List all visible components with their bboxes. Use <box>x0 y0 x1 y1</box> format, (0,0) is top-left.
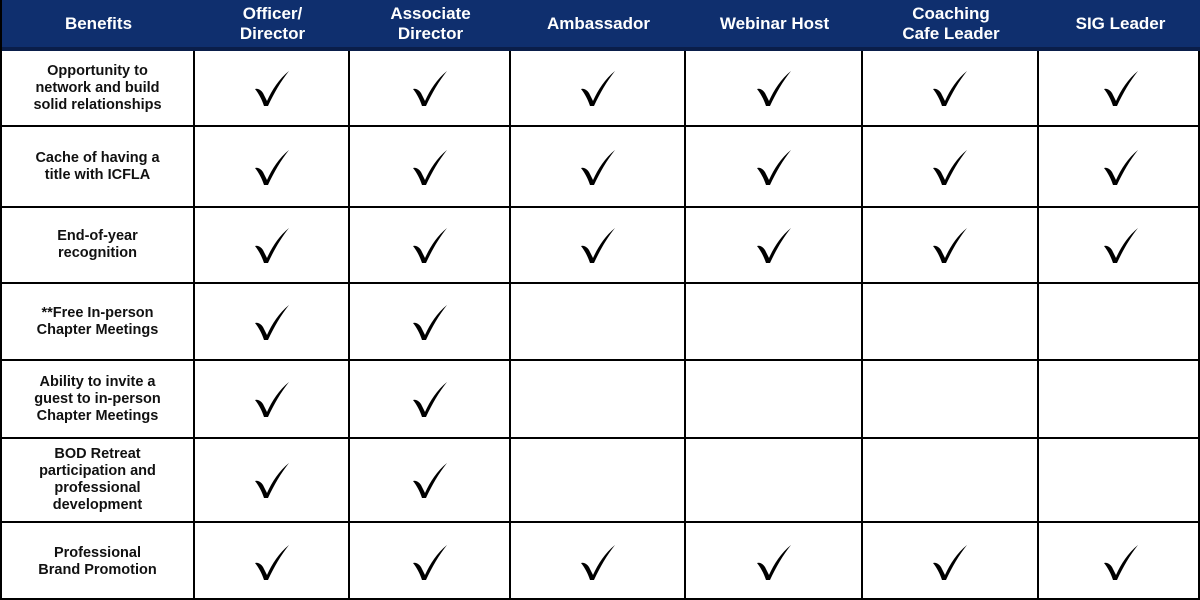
benefit-label: BOD Retreat participation and professional development <box>39 446 156 513</box>
role-cell <box>195 208 350 284</box>
checkmark-icon <box>930 542 970 582</box>
checkmark-icon <box>578 225 618 265</box>
checkmark-icon <box>410 302 450 342</box>
benefit-label: Ability to invite a guest to in-person Chapter Meetings <box>34 373 161 424</box>
role-cell <box>863 208 1039 284</box>
role-cell <box>686 439 863 523</box>
benefit-cell <box>2 208 195 284</box>
checkmark-icon <box>1101 542 1141 582</box>
role-cell <box>686 208 863 284</box>
role-cell <box>1039 127 1200 208</box>
checkmark-icon <box>754 225 794 265</box>
role-cell <box>511 284 686 361</box>
checkmark-icon <box>578 68 618 108</box>
role-cell <box>350 127 511 208</box>
checkmark-icon <box>252 302 292 342</box>
role-cell <box>195 127 350 208</box>
checkmark-icon <box>410 68 450 108</box>
benefit-label: **Free In-person Chapter Meetings <box>36 304 159 338</box>
checkmark-icon <box>410 379 450 419</box>
role-cell <box>686 51 863 127</box>
role-cell <box>511 127 686 208</box>
checkmark-icon <box>252 379 292 419</box>
role-cell <box>511 361 686 439</box>
checkmark-icon <box>754 68 794 108</box>
role-cell <box>686 361 863 439</box>
role-cell <box>863 51 1039 127</box>
checkmark-icon <box>1101 147 1141 187</box>
benefit-cell <box>2 51 195 127</box>
checkmark-icon <box>1101 68 1141 108</box>
header-role-1: Officer/ Director <box>195 0 350 51</box>
checkmark-icon <box>930 225 970 265</box>
header-role-4: Webinar Host <box>686 0 863 51</box>
role-cell <box>511 523 686 600</box>
role-cell <box>863 439 1039 523</box>
role-cell <box>511 208 686 284</box>
role-cell <box>863 361 1039 439</box>
checkmark-icon <box>930 147 970 187</box>
role-cell <box>350 439 511 523</box>
role-cell <box>1039 361 1200 439</box>
benefit-cell <box>2 439 195 523</box>
role-cell <box>195 523 350 600</box>
benefit-cell <box>2 284 195 361</box>
benefit-label: Professional Brand Promotion <box>38 544 157 578</box>
checkmark-icon <box>754 147 794 187</box>
role-cell <box>350 523 511 600</box>
role-cell <box>863 523 1039 600</box>
role-cell <box>1039 51 1200 127</box>
role-cell <box>195 361 350 439</box>
role-cell <box>511 439 686 523</box>
checkmark-icon <box>1101 225 1141 265</box>
checkmark-icon <box>252 147 292 187</box>
role-cell <box>350 361 511 439</box>
checkmark-icon <box>578 542 618 582</box>
role-cell <box>863 284 1039 361</box>
role-cell <box>195 439 350 523</box>
header-role-2: Associate Director <box>350 0 511 51</box>
benefit-label: Cache of having a title with ICFLA <box>35 149 160 183</box>
checkmark-icon <box>252 68 292 108</box>
role-cell <box>1039 439 1200 523</box>
header-benefits: Benefits <box>2 0 195 51</box>
role-cell <box>350 284 511 361</box>
role-cell <box>195 51 350 127</box>
checkmark-icon <box>410 225 450 265</box>
role-cell <box>511 51 686 127</box>
role-cell <box>195 284 350 361</box>
benefit-cell <box>2 361 195 439</box>
checkmark-icon <box>252 225 292 265</box>
checkmark-icon <box>252 542 292 582</box>
checkmark-icon <box>410 542 450 582</box>
role-cell <box>863 127 1039 208</box>
checkmark-icon <box>252 460 292 500</box>
role-cell <box>1039 208 1200 284</box>
benefit-label: End-of-year recognition <box>57 228 138 261</box>
checkmark-icon <box>754 542 794 582</box>
role-cell <box>1039 284 1200 361</box>
header-role-6: SIG Leader <box>1039 0 1200 51</box>
checkmark-icon <box>410 460 450 500</box>
role-cell <box>686 523 863 600</box>
checkmark-icon <box>578 147 618 187</box>
header-role-5: Coaching Cafe Leader <box>863 0 1039 51</box>
checkmark-icon <box>930 68 970 108</box>
role-cell <box>686 284 863 361</box>
benefit-label: Opportunity to network and build solid relationships <box>33 62 162 113</box>
benefit-cell <box>2 127 195 208</box>
role-cell <box>350 208 511 284</box>
benefit-cell <box>2 523 195 600</box>
checkmark-icon <box>410 147 450 187</box>
header-role-3: Ambassador <box>511 0 686 51</box>
role-cell <box>686 127 863 208</box>
role-cell <box>350 51 511 127</box>
role-cell <box>1039 523 1200 600</box>
